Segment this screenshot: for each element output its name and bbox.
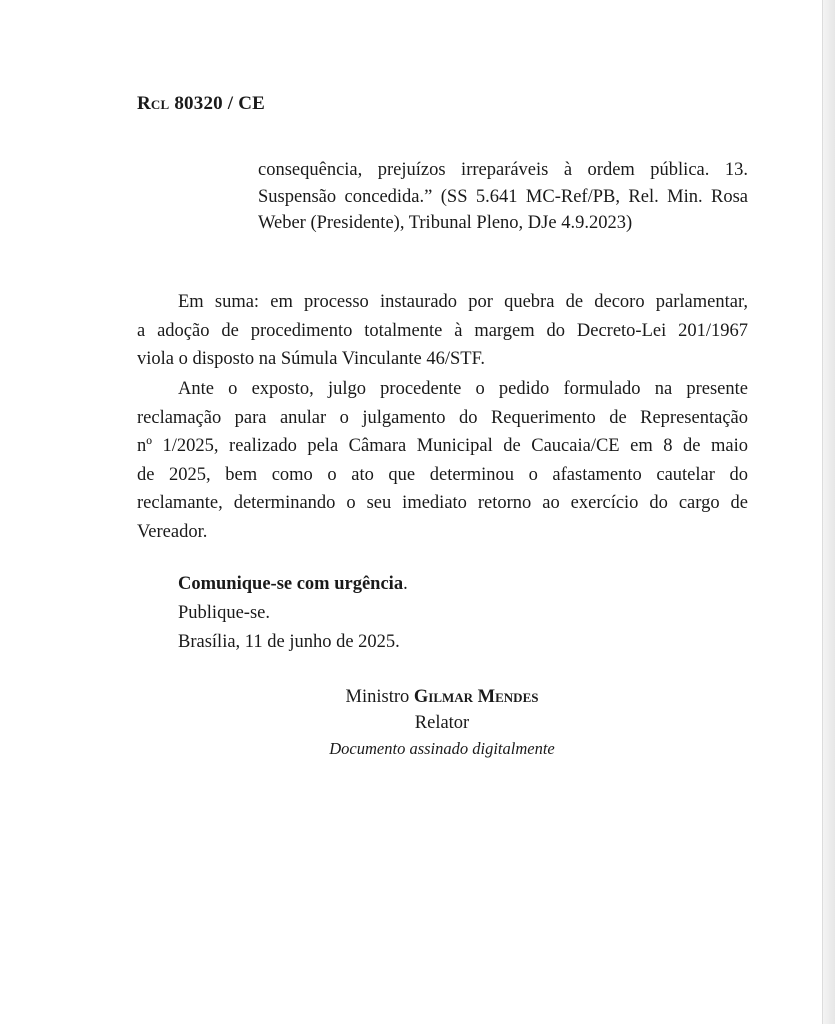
signer-name: Gilmar Mendes [413,687,539,707]
case-header [137,93,265,115]
paragraph-line: Em suma: em processo instaurado por quebra de decoro parlamentar, [178,292,748,312]
paragraph-summary [137,288,748,374]
paragraph-line: reclamação para anular o julgamento do Requerimento de Representação [137,407,748,428]
signer-title: Ministro [345,687,414,707]
closing-block [178,570,408,657]
signature-block [300,684,584,762]
case-prefix: Rcl [137,93,170,114]
page-edge-divider [822,0,835,1024]
quote-line: Weber (Presidente), Tribunal Pleno, DJe 4.9.2023) [258,213,633,233]
quote-line: consequência, prejuízos irreparáveis à ordem pública. 13. [258,160,748,180]
paragraph-line: de 2025, bem como o ato que determinou o afastamento cautelar do [137,464,748,485]
digital-signature-note: Documento assinado digitalmente [329,739,555,758]
quote-line: Suspensão concedida.” (SS 5.641 MC-Ref/PB, Rel. Min. Rosa [258,186,748,207]
block-quote [258,157,748,237]
signer-role: Relator [414,713,470,733]
paragraph-line: nº 1/2025, realizado pela Câmara Municipal de Caucaia/CE em 8 de maio [137,436,748,456]
paragraph-line: Ante o exposto, julgo procedente o pedido formulado na presente [178,379,748,399]
paragraph-line: viola o disposto na Súmula Vinculante 46/STF. [137,349,486,369]
paragraph-line: a adoção de procedimento totalmente à margem do Decreto-Lei 201/1967 [137,320,748,341]
paragraph-line: reclamante, determinando o seu imediato retorno ao exercício do cargo de [137,493,748,513]
signer-line [300,684,584,710]
communicate-line [178,570,408,599]
publish-line: Publique-se. [178,603,270,623]
communicate-period: . [403,574,408,594]
case-number: 80320 / CE [169,93,266,114]
place-date-line: Brasília, 11 de junho de 2025. [178,632,400,652]
paragraph-decision [137,375,748,546]
paragraph-line: Vereador. [137,521,208,542]
communicate-text: Comunique-se com urgência [178,574,404,594]
